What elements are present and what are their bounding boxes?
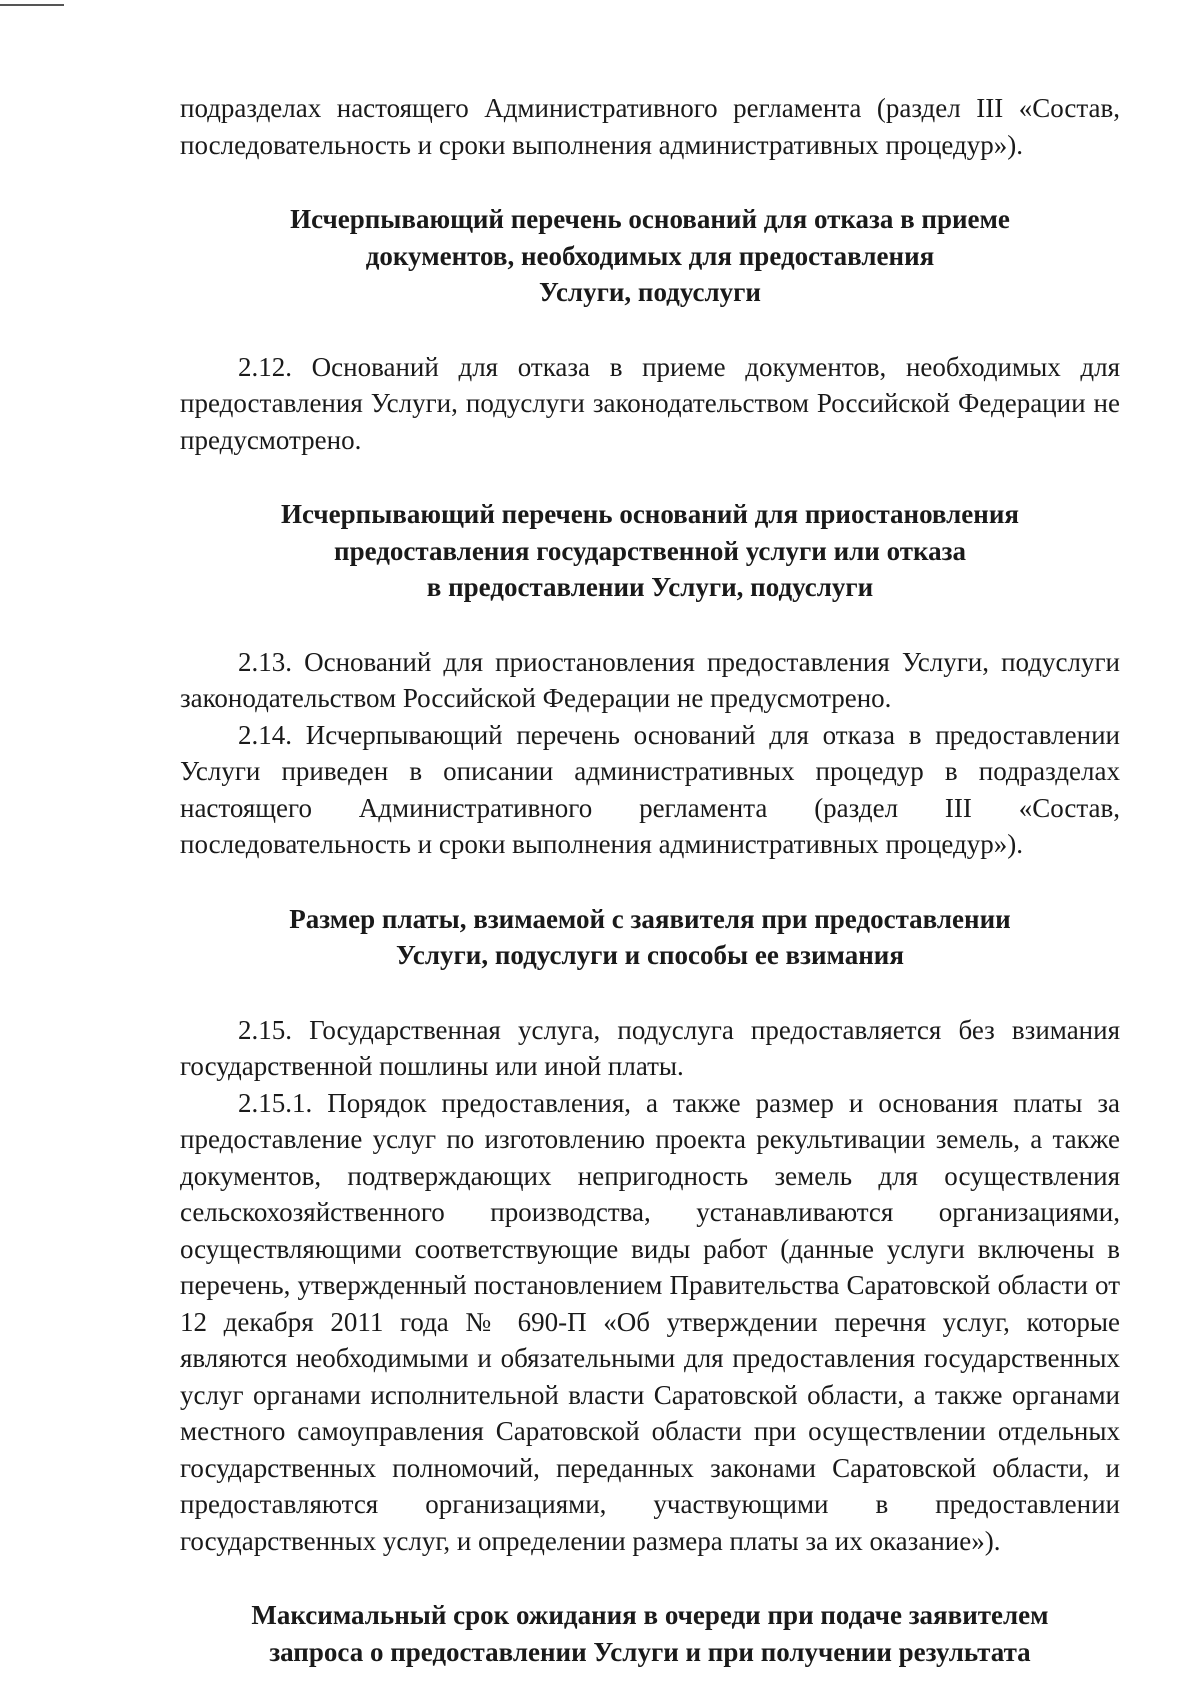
intro-paragraph: подразделах настоящего Административного регламента (раздел III «Состав, последовательность и сроки выполнения административных процедур»). xyxy=(180,93,1120,160)
heading-queue-time xyxy=(180,1597,1120,1670)
paragraph-2-15: 2.15. Государственная услуга, подуслуга предоставляется без взимания государственной пошлины или иной платы. xyxy=(180,1014,1120,1081)
paragraph-2-12: 2.12. Оснований для отказа в приеме документов, необходимых для предоставления Услуги, подуслуги законодательством Российской Федерации не предусмотрено. xyxy=(180,351,1120,455)
paragraph-2-15-1: 2.15.1. Порядок предоставления, а также размер и основания платы за предоставление услуг по изготовлению проекта рекультивации земель, а также документов, подтверждающих непригодность земель для осуществления сельскохозяйственного производства, устанавливаются организациями, осуществляющими соответствующие виды работ (данные услуги включены в перечень, утвержденный постановлением Правительства Саратовской области от 12 декабря 2011 года № 690-П «Об утверждении перечня услуг, которые являются необходимыми и обязательными для предоставления государственных услуг органами исполнительной власти Саратовской области, а также органами местного самоуправления Саратовской области при осуществлении отдельных государственных полномочий, переданных законами Саратовской области, и предоставляются организациями, участвующими в предоставлении государственных услуг, и определении размера платы за их оказание»). xyxy=(180,1087,1120,1556)
heading-fee xyxy=(180,901,1120,974)
heading-line: в предоставлении Услуги, подуслуги xyxy=(426,572,874,602)
heading-suspension-refusal xyxy=(180,496,1120,606)
heading-line: Исчерпывающий перечень оснований для приостановления xyxy=(280,499,1020,529)
heading-line: Максимальный срок ожидания в очереди при подаче заявителем xyxy=(251,1600,1049,1630)
heading-line: Исчерпывающий перечень оснований для отказа в приеме xyxy=(290,204,1010,234)
heading-line: предоставления государственной услуги или отказа xyxy=(334,535,966,566)
document-body xyxy=(180,90,1120,1670)
heading-line: Услуги, подуслуги xyxy=(539,277,761,307)
heading-refusal-acceptance xyxy=(180,201,1120,311)
heading-line: Размер платы, взимаемой с заявителя при предоставлении xyxy=(289,903,1011,934)
paragraph-2-14: 2.14. Исчерпывающий перечень оснований для отказа в предоставлении Услуги приведен в описании административных процедур в подразделах настоящего Административного регламента (раздел III «Состав, последовательность и сроки выполнения административных процедур»). xyxy=(180,719,1120,859)
heading-line: Услуги, подуслуги и способы ее взимания xyxy=(396,940,904,970)
paragraph-2-13: 2.13. Оснований для приостановления предоставления Услуги, подуслуги законодательством Российской Федерации не предусмотрено. xyxy=(180,646,1120,713)
heading-line: документов, необходимых для предоставления xyxy=(365,240,935,271)
heading-line: запроса о предоставлении Услуги и при получении результата xyxy=(269,1636,1031,1667)
scan-edge-mark xyxy=(0,4,64,6)
